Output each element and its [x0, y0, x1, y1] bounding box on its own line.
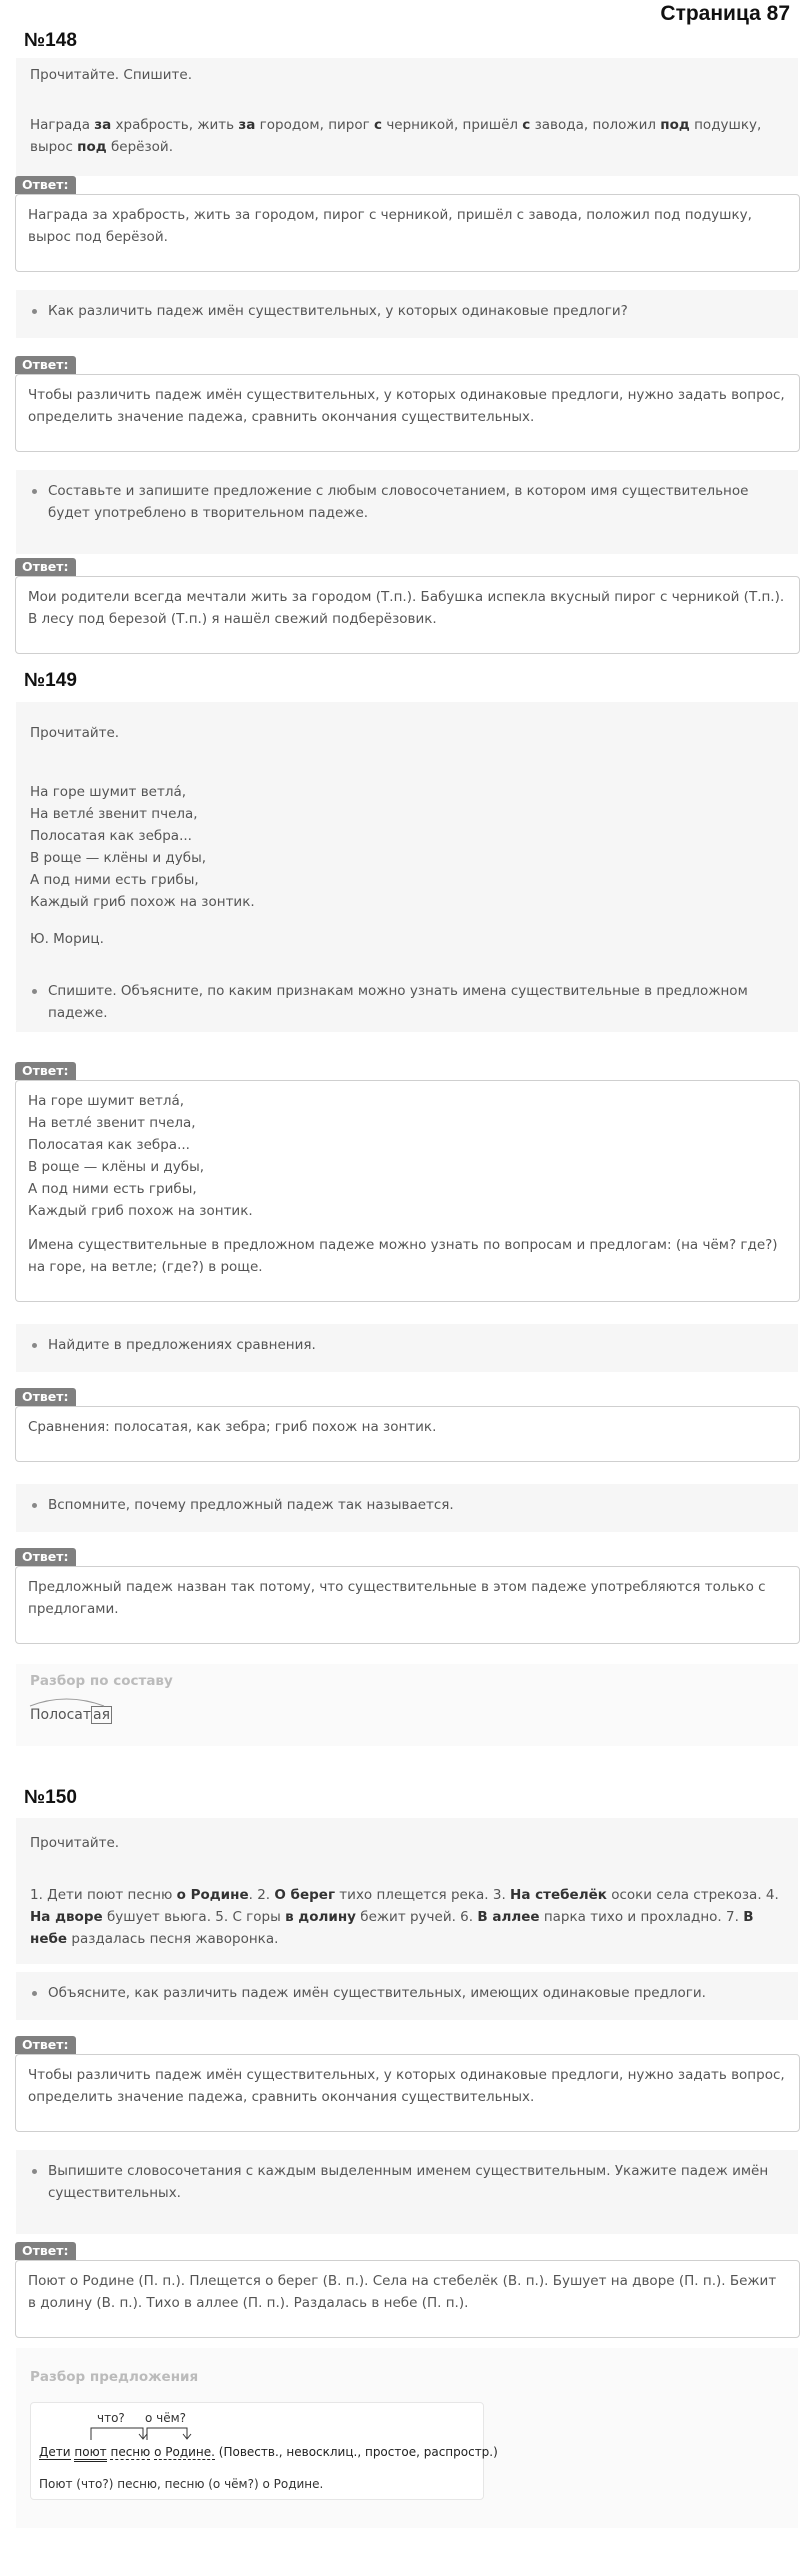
- page-number: Страница 87: [660, 2, 790, 25]
- parse-caption: Поют (что?) песню, песню (о чём?) о Родине.: [39, 2477, 324, 2491]
- text-fragment: бушует вьюга. 5. С горы: [102, 1909, 286, 1925]
- morph-root: Полосат: [30, 1707, 92, 1723]
- text-fragment: городом, пирог: [255, 117, 375, 133]
- text-fragment: черникой, пришёл: [382, 117, 523, 133]
- task-148-question-3: Составьте и запишите предложение с любым словосочетанием, в котором имя существительное будет употреблено в творительном падеже.: [30, 480, 784, 524]
- task-149-morph-block: [16, 1664, 798, 1746]
- text-fragment: завода, положил: [530, 117, 661, 133]
- poem-line: В роще — клёны и дубы,: [30, 850, 207, 866]
- task-148-text: [30, 114, 784, 158]
- text-fragment: осоки села стрекоза. 4.: [606, 1887, 779, 1903]
- highlighted-word: На дворе: [30, 1909, 103, 1925]
- answer-label: Ответ:: [15, 176, 76, 194]
- text-fragment: берёзой.: [106, 139, 173, 155]
- highlighted-word: В небе: [30, 1909, 754, 1947]
- morph-title: Разбор по составу: [30, 1673, 173, 1689]
- text-fragment: . 2.: [248, 1887, 275, 1903]
- poem-line: В роще — клёны и дубы,: [28, 1159, 205, 1175]
- text-fragment: храбрость, жить: [111, 117, 239, 133]
- task-149-title: №149: [24, 670, 77, 691]
- task-150-instruction: Прочитайте.: [30, 1835, 120, 1851]
- answer-label: Ответ:: [15, 1062, 76, 1080]
- task-148-instruction: Прочитайте. Спишите.: [30, 67, 193, 83]
- poem-line: На ветле́ звенит пчела,: [30, 806, 198, 822]
- highlighted-word: с: [522, 117, 531, 133]
- poem-line: На горе шумит ветла́,: [30, 784, 187, 800]
- poem-line: Полосатая как зебра...: [28, 1137, 190, 1153]
- text-fragment: раздалась песня жаворонка.: [67, 1931, 279, 1947]
- answer-label: Ответ:: [15, 1548, 76, 1566]
- task-149-answer-3: Предложный падеж назван так потому, что существительные в этом падеже употребляются только с предлогами.: [15, 1566, 800, 1644]
- morph-word: [30, 1704, 112, 1726]
- object-word: песню: [110, 2445, 151, 2459]
- task-149-answer-poem: [28, 1090, 787, 1222]
- task-148-text-block: [16, 58, 798, 176]
- poem-line: Каждый гриб похож на зонтик.: [28, 1203, 253, 1219]
- parse-question-what: что?: [97, 2411, 125, 2425]
- text-fragment: 1. Дети поют песню: [30, 1887, 177, 1903]
- task-150-text-block: [16, 1818, 798, 1964]
- highlighted-word: под: [660, 117, 690, 133]
- predicate-word: поют: [74, 2445, 106, 2462]
- root-arc-icon: [28, 1694, 148, 1708]
- poem-line: А под ними есть грибы,: [30, 872, 199, 888]
- answer-label: Ответ:: [15, 1388, 76, 1406]
- task-149-text-block: [16, 702, 798, 1032]
- task-148-answer-1: Награда за храбрость, жить за городом, пирог с черникой, пришёл с завода, положил под подушку, вырос под берёзой.: [15, 194, 800, 272]
- highlighted-word: в долину: [285, 1909, 356, 1925]
- highlighted-word: В аллее: [477, 1909, 540, 1925]
- text-fragment: Награда: [30, 117, 95, 133]
- task-150-parse-block: [16, 2348, 798, 2528]
- poem-line: Полосатая как зебра...: [30, 828, 192, 844]
- highlighted-word: о Родине: [176, 1887, 249, 1903]
- highlighted-word: с: [374, 117, 383, 133]
- task-148-title: №148: [24, 30, 77, 51]
- sentence-parse-card: [30, 2402, 498, 2500]
- poem-line: На горе шумит ветла́,: [28, 1093, 185, 1109]
- highlighted-word: за: [238, 117, 256, 133]
- task-150-answer-1: Чтобы различить падеж имён существительных, у которых одинаковые предлоги, нужно задать вопрос, определить значение падежа, сравнить окончания существительных.: [15, 2054, 800, 2132]
- task-150-question-2-block: [16, 2150, 798, 2234]
- task-148-answer-3: Мои родители всегда мечтали жить за городом (Т.п.). Бабушка испекла вкусный пирог с черникой (Т.п.). В лесу под березой (Т.п.) я нашёл свежий подберёзовик.: [15, 576, 800, 654]
- task-149-answer-explain: Имена существительные в предложном падеже можно узнать по вопросам и предлогам: (на чём? где?) на горе, на ветле; (где?) в роще.: [28, 1237, 778, 1275]
- task-148-question-3-block: [16, 470, 798, 554]
- highlighted-word: под: [77, 139, 107, 155]
- task-148-question-2: Как различить падеж имён существительных, у которых одинаковые предлоги?: [30, 300, 784, 322]
- task-149-question-2: Найдите в предложениях сравнения.: [30, 1334, 784, 1356]
- answer-label: Ответ:: [15, 2242, 76, 2260]
- task-150-question-2: Выпишите словосочетания с каждым выделенным именем существительным. Укажите падеж имён существительных.: [30, 2160, 784, 2204]
- task-149-question-3-block: [16, 1484, 798, 1532]
- parse-sentence: [39, 2441, 498, 2463]
- subject-word: Дети: [39, 2445, 71, 2459]
- task-149-question-3: Вспомните, почему предложный падеж так называется.: [30, 1494, 784, 1516]
- task-150-question-1-block: [16, 1972, 798, 2020]
- task-149-answer-1: [15, 1080, 800, 1302]
- task-149-question-2-block: [16, 1324, 798, 1372]
- highlighted-word: О берег: [274, 1887, 336, 1903]
- parse-title: Разбор предложения: [30, 2369, 199, 2385]
- morph-ending: ая: [93, 1707, 111, 1723]
- task-149-poem: [30, 781, 784, 913]
- highlighted-word: за: [94, 117, 112, 133]
- text-fragment: парка тихо и прохладно. 7.: [539, 1909, 744, 1925]
- task-148-answer-2: Чтобы различить падеж имён существительных, у которых одинаковые предлоги, нужно задать вопрос, определить значение падежа, сравнить окончания существительных.: [15, 374, 800, 452]
- task-149-author: Ю. Мориц.: [30, 931, 104, 947]
- parse-note: (Повеств., невосклиц., простое, распростр.): [218, 2445, 498, 2459]
- task-149-question-1: Спишите. Объясните, по каким признакам можно узнать имена существительные в предложном падеже.: [30, 980, 784, 1024]
- answer-label: Ответ:: [15, 356, 76, 374]
- answer-label: Ответ:: [15, 2036, 76, 2054]
- task-149-instruction: Прочитайте.: [30, 725, 120, 741]
- task-148-question-2-block: [16, 290, 798, 338]
- object-phrase: о Родине.: [154, 2445, 215, 2459]
- poem-line: На ветле́ звенит пчела,: [28, 1115, 196, 1131]
- text-fragment: тихо плещется река. 3.: [335, 1887, 511, 1903]
- parse-arrows-icon: [87, 2425, 247, 2441]
- poem-line: Каждый гриб похож на зонтик.: [30, 894, 255, 910]
- poem-line: А под ними есть грибы,: [28, 1181, 197, 1197]
- text-fragment: подушку, вырос: [30, 117, 762, 155]
- parse-question-about-what: о чём?: [145, 2411, 187, 2425]
- task-150-title: №150: [24, 1787, 77, 1808]
- text-fragment: бежит ручей. 6.: [355, 1909, 478, 1925]
- task-149-answer-2: Сравнения: полосатая, как зебра; гриб похож на зонтик.: [15, 1406, 800, 1462]
- answer-label: Ответ:: [15, 558, 76, 576]
- highlighted-word: На стебелёк: [510, 1887, 607, 1903]
- task-150-text: [30, 1884, 784, 1950]
- task-150-question-1: Объясните, как различить падеж имён существительных, имеющих одинаковые предлоги.: [30, 1982, 784, 2004]
- task-150-answer-2: Поют о Родине (П. п.). Плещется о берег (В. п.). Села на стебелёк (В. п.). Бушует на дворе (П. п.). Бежит в долину (В. п.). Тихо в аллее (П. п.). Раздалась в небе (П. п.).: [15, 2260, 800, 2338]
